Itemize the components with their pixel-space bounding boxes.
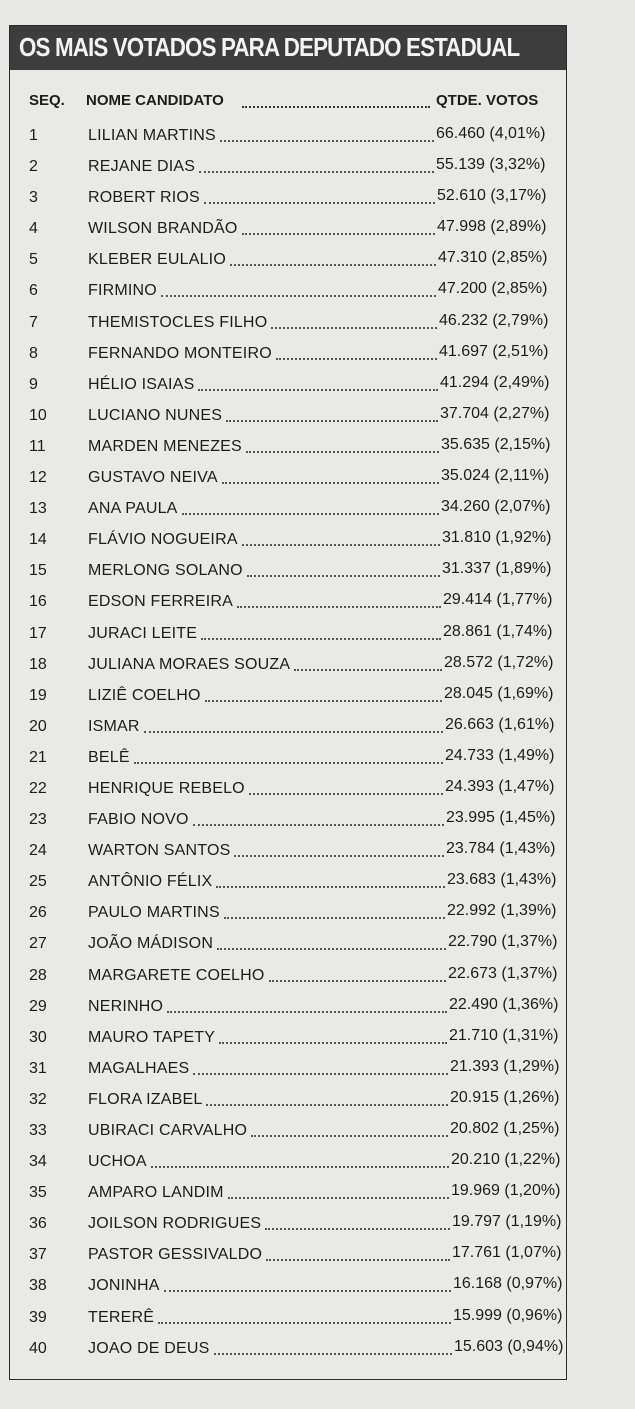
row-votes: 21.393 (1,29%) [450, 1057, 560, 1075]
row-leader-dots [217, 948, 446, 950]
row-leader-dots [242, 544, 440, 546]
table-row [10, 961, 566, 992]
row-seq: 8 [29, 344, 38, 362]
row-leader-dots [269, 980, 446, 982]
row-candidate-name: MAGALHAES [88, 1059, 190, 1077]
row-votes: 41.294 (2,49%) [440, 373, 550, 391]
table-row [10, 1085, 566, 1116]
row-seq: 31 [29, 1059, 47, 1077]
row-leader-dots [201, 638, 441, 640]
table-row [10, 121, 566, 152]
header-votes: QTDE. VOTOS [436, 92, 539, 109]
table-row [10, 1054, 566, 1085]
row-leader-dots [161, 295, 436, 297]
row-votes: 15.999 (0,96%) [453, 1306, 563, 1324]
table-row [10, 681, 566, 712]
row-leader-dots [237, 606, 441, 608]
row-candidate-name: UCHOA [88, 1153, 147, 1171]
table-header [10, 92, 566, 114]
table-row [10, 1116, 566, 1147]
row-leader-dots [249, 793, 443, 795]
row-candidate-name: THEMISTOCLES FILHO [88, 313, 268, 331]
table-row [10, 774, 566, 805]
row-seq: 15 [29, 562, 47, 580]
table-row [10, 308, 566, 339]
row-votes: 20.802 (1,25%) [450, 1120, 560, 1137]
table-row [10, 867, 566, 898]
row-seq: 23 [29, 811, 47, 829]
row-leader-dots [167, 1011, 447, 1013]
row-candidate-name: WARTON SANTOS [88, 842, 231, 860]
row-leader-dots [182, 513, 439, 515]
table-row [10, 929, 566, 960]
row-votes: 31.337 (1,89%) [442, 560, 552, 578]
row-votes: 19.797 (1,19%) [452, 1213, 562, 1231]
row-candidate-name: MERLONG SOLANO [88, 562, 243, 580]
row-leader-dots [251, 1135, 448, 1137]
row-seq: 3 [29, 189, 38, 207]
row-votes: 41.697 (2,51%) [439, 342, 549, 360]
table-row [10, 836, 566, 867]
row-candidate-name: KLEBER EULALIO [88, 251, 226, 269]
row-votes: 29.414 (1,77%) [443, 591, 553, 609]
row-leader-dots [206, 1104, 448, 1106]
row-candidate-name: HENRIQUE REBELO [88, 779, 245, 797]
row-seq: 21 [29, 748, 47, 766]
row-candidate-name: REJANE DIAS [88, 158, 196, 176]
row-votes: 24.393 (1,47%) [445, 777, 555, 795]
row-votes: 22.992 (1,39%) [447, 902, 557, 920]
row-leader-dots [151, 1166, 449, 1168]
row-votes: 28.045 (1,69%) [444, 684, 554, 702]
row-seq: 2 [29, 158, 38, 176]
row-votes: 28.572 (1,72%) [444, 653, 554, 671]
row-candidate-name: JOILSON RODRIGUES [88, 1215, 262, 1233]
row-candidate-name: FABIO NOVO [88, 811, 189, 829]
row-votes: 66.460 (4,01%) [436, 125, 546, 142]
row-leader-dots [214, 1353, 452, 1355]
row-seq: 10 [29, 406, 47, 424]
header-name: NOME CANDIDATO [86, 92, 224, 109]
row-votes: 31.810 (1,92%) [442, 529, 552, 547]
row-candidate-name: GUSTAVO NEIVA [88, 469, 218, 487]
table-row [10, 463, 566, 494]
row-leader-dots [144, 731, 443, 733]
table-row [10, 494, 566, 525]
row-seq: 16 [29, 593, 47, 611]
row-votes: 47.200 (2,85%) [438, 280, 548, 298]
row-seq: 40 [29, 1339, 47, 1357]
row-leader-dots [266, 1259, 450, 1261]
row-votes: 17.761 (1,07%) [452, 1244, 562, 1262]
table-row [10, 276, 566, 307]
row-leader-dots [205, 700, 442, 702]
row-candidate-name: BELÊ [88, 748, 130, 766]
row-votes: 20.915 (1,26%) [450, 1088, 560, 1106]
row-leader-dots [246, 451, 439, 453]
row-candidate-name: PASTOR GESSIVALDO [88, 1246, 263, 1264]
row-candidate-name: FLÁVIO NOGUEIRA [88, 531, 238, 549]
row-votes: 34.260 (2,07%) [441, 498, 551, 516]
row-votes: 19.969 (1,20%) [451, 1182, 561, 1200]
row-votes: 37.704 (2,27%) [440, 404, 550, 422]
row-leader-dots [193, 824, 444, 826]
row-votes: 46.232 (2,79%) [439, 311, 549, 329]
row-votes: 22.490 (1,36%) [449, 995, 559, 1013]
row-votes: 47.310 (2,85%) [438, 249, 548, 267]
row-leader-dots [276, 358, 437, 360]
row-candidate-name: JOÃO MÁDISON [88, 935, 214, 953]
row-leader-dots [234, 855, 444, 857]
table-row [10, 1023, 566, 1054]
row-candidate-name: ANTÔNIO FÉLIX [88, 873, 213, 891]
table-row [10, 743, 566, 774]
row-leader-dots [193, 1073, 448, 1075]
row-seq: 1 [29, 127, 38, 144]
header-leader-dots [242, 106, 430, 108]
table-row [10, 1178, 566, 1209]
table-row [10, 1334, 566, 1365]
row-votes: 26.663 (1,61%) [445, 715, 555, 733]
row-seq: 38 [29, 1277, 47, 1295]
table-row [10, 587, 566, 618]
row-leader-dots [199, 171, 434, 173]
row-candidate-name: PAULO MARTINS [88, 904, 220, 922]
row-leader-dots [216, 886, 445, 888]
row-votes: 35.635 (2,15%) [441, 435, 551, 453]
row-leader-dots [224, 917, 445, 919]
row-seq: 33 [29, 1122, 47, 1139]
row-seq: 37 [29, 1246, 47, 1264]
row-seq: 6 [29, 282, 38, 300]
row-seq: 18 [29, 655, 47, 673]
table-row [10, 1147, 566, 1178]
row-candidate-name: TERERÊ [88, 1308, 155, 1326]
row-leader-dots [219, 1042, 447, 1044]
table-row [10, 650, 566, 681]
row-leader-dots [158, 1322, 451, 1324]
row-seq: 19 [29, 686, 47, 704]
row-leader-dots [247, 575, 440, 577]
row-seq: 12 [29, 469, 47, 487]
row-votes: 52.610 (3,17%) [437, 187, 547, 205]
row-leader-dots [228, 1197, 449, 1199]
row-leader-dots [226, 420, 438, 422]
row-seq: 28 [29, 966, 47, 984]
row-votes: 28.861 (1,74%) [443, 622, 553, 640]
row-candidate-name: UBIRACI CARVALHO [88, 1122, 248, 1139]
row-seq: 25 [29, 873, 47, 891]
row-seq: 35 [29, 1184, 47, 1202]
row-votes: 20.210 (1,22%) [451, 1151, 561, 1169]
row-leader-dots [204, 202, 435, 204]
row-seq: 4 [29, 220, 38, 238]
row-candidate-name: LIZIÊ COELHO [88, 686, 201, 704]
row-seq: 36 [29, 1215, 47, 1233]
row-votes: 15.603 (0,94%) [454, 1337, 564, 1355]
row-votes: 21.710 (1,31%) [449, 1026, 559, 1044]
row-seq: 17 [29, 624, 47, 642]
table-row [10, 805, 566, 836]
row-seq: 29 [29, 997, 47, 1015]
row-candidate-name: LILIAN MARTINS [88, 127, 216, 144]
row-leader-dots [222, 482, 439, 484]
row-candidate-name: WILSON BRANDÃO [88, 220, 238, 238]
row-candidate-name: MARGARETE COELHO [88, 966, 265, 984]
table-row [10, 992, 566, 1023]
row-leader-dots [265, 1228, 450, 1230]
row-seq: 5 [29, 251, 38, 269]
row-leader-dots [230, 264, 436, 266]
row-candidate-name: MAURO TAPETY [88, 1028, 216, 1046]
row-seq: 11 [29, 437, 46, 455]
row-votes: 22.673 (1,37%) [448, 964, 558, 982]
row-candidate-name: ANA PAULA [88, 500, 178, 518]
row-votes: 35.024 (2,11%) [441, 467, 550, 485]
row-seq: 27 [29, 935, 47, 953]
table-row [10, 183, 566, 214]
table-row [10, 619, 566, 650]
row-candidate-name: MARDEN MENEZES [88, 437, 242, 455]
table-row [10, 1240, 566, 1271]
row-leader-dots [134, 762, 443, 764]
table-row [10, 214, 566, 245]
row-seq: 24 [29, 842, 47, 860]
table-row [10, 432, 566, 463]
table-row [10, 370, 566, 401]
row-votes: 23.784 (1,43%) [446, 840, 556, 858]
row-seq: 34 [29, 1153, 47, 1171]
table-row [10, 525, 566, 556]
table-row [10, 1209, 566, 1240]
row-seq: 9 [29, 375, 38, 393]
row-votes: 23.995 (1,45%) [446, 809, 556, 827]
row-candidate-name: FLORA IZABEL [88, 1090, 203, 1108]
title-bar [10, 26, 566, 70]
row-seq: 7 [29, 313, 38, 331]
row-candidate-name: EDSON FERREIRA [88, 593, 234, 611]
row-votes: 23.683 (1,43%) [447, 871, 557, 889]
row-candidate-name: LUCIANO NUNES [88, 406, 223, 424]
row-seq: 30 [29, 1028, 47, 1046]
row-candidate-name: FIRMINO [88, 282, 157, 300]
row-leader-dots [220, 140, 434, 142]
table-row [10, 245, 566, 276]
row-candidate-name: JOAO DE DEUS [88, 1339, 210, 1357]
header-seq: SEQ. [29, 92, 65, 109]
row-leader-dots [271, 327, 437, 329]
table-row [10, 556, 566, 587]
row-votes: 55.139 (3,32%) [436, 156, 546, 174]
row-leader-dots [242, 233, 436, 235]
page-title: OS MAIS VOTADOS PARA DEPUTADO ESTADUAL [19, 32, 520, 62]
row-seq: 26 [29, 904, 47, 922]
row-leader-dots [164, 1290, 451, 1292]
table-row [10, 1271, 566, 1302]
row-leader-dots [198, 389, 438, 391]
table-row [10, 339, 566, 370]
row-votes: 16.168 (0,97%) [453, 1275, 563, 1293]
table-row [10, 152, 566, 183]
row-votes: 24.733 (1,49%) [445, 746, 555, 764]
row-candidate-name: FERNANDO MONTEIRO [88, 344, 272, 362]
row-seq: 13 [29, 500, 47, 518]
row-candidate-name: JURACI LEITE [88, 624, 198, 642]
table-row [10, 898, 566, 929]
row-seq: 22 [29, 779, 47, 797]
row-candidate-name: JULIANA MORAES SOUZA [88, 655, 291, 673]
row-candidate-name: HÉLIO ISAIAS [88, 375, 195, 393]
row-seq: 39 [29, 1308, 47, 1326]
table-row [10, 401, 566, 432]
row-candidate-name: AMPARO LANDIM [88, 1184, 224, 1202]
row-candidate-name: NERINHO [88, 997, 164, 1015]
results-table-box [9, 25, 567, 1380]
table-row [10, 712, 566, 743]
row-leader-dots [294, 669, 442, 671]
row-candidate-name: ROBERT RIOS [88, 189, 200, 207]
row-votes: 47.998 (2,89%) [437, 218, 547, 236]
row-candidate-name: JONINHA [88, 1277, 160, 1295]
row-seq: 32 [29, 1090, 47, 1108]
row-votes: 22.790 (1,37%) [448, 933, 558, 951]
row-seq: 14 [29, 531, 47, 549]
row-candidate-name: ISMAR [88, 717, 140, 735]
row-seq: 20 [29, 717, 47, 735]
table-body [10, 121, 566, 1365]
table-row [10, 1303, 566, 1334]
